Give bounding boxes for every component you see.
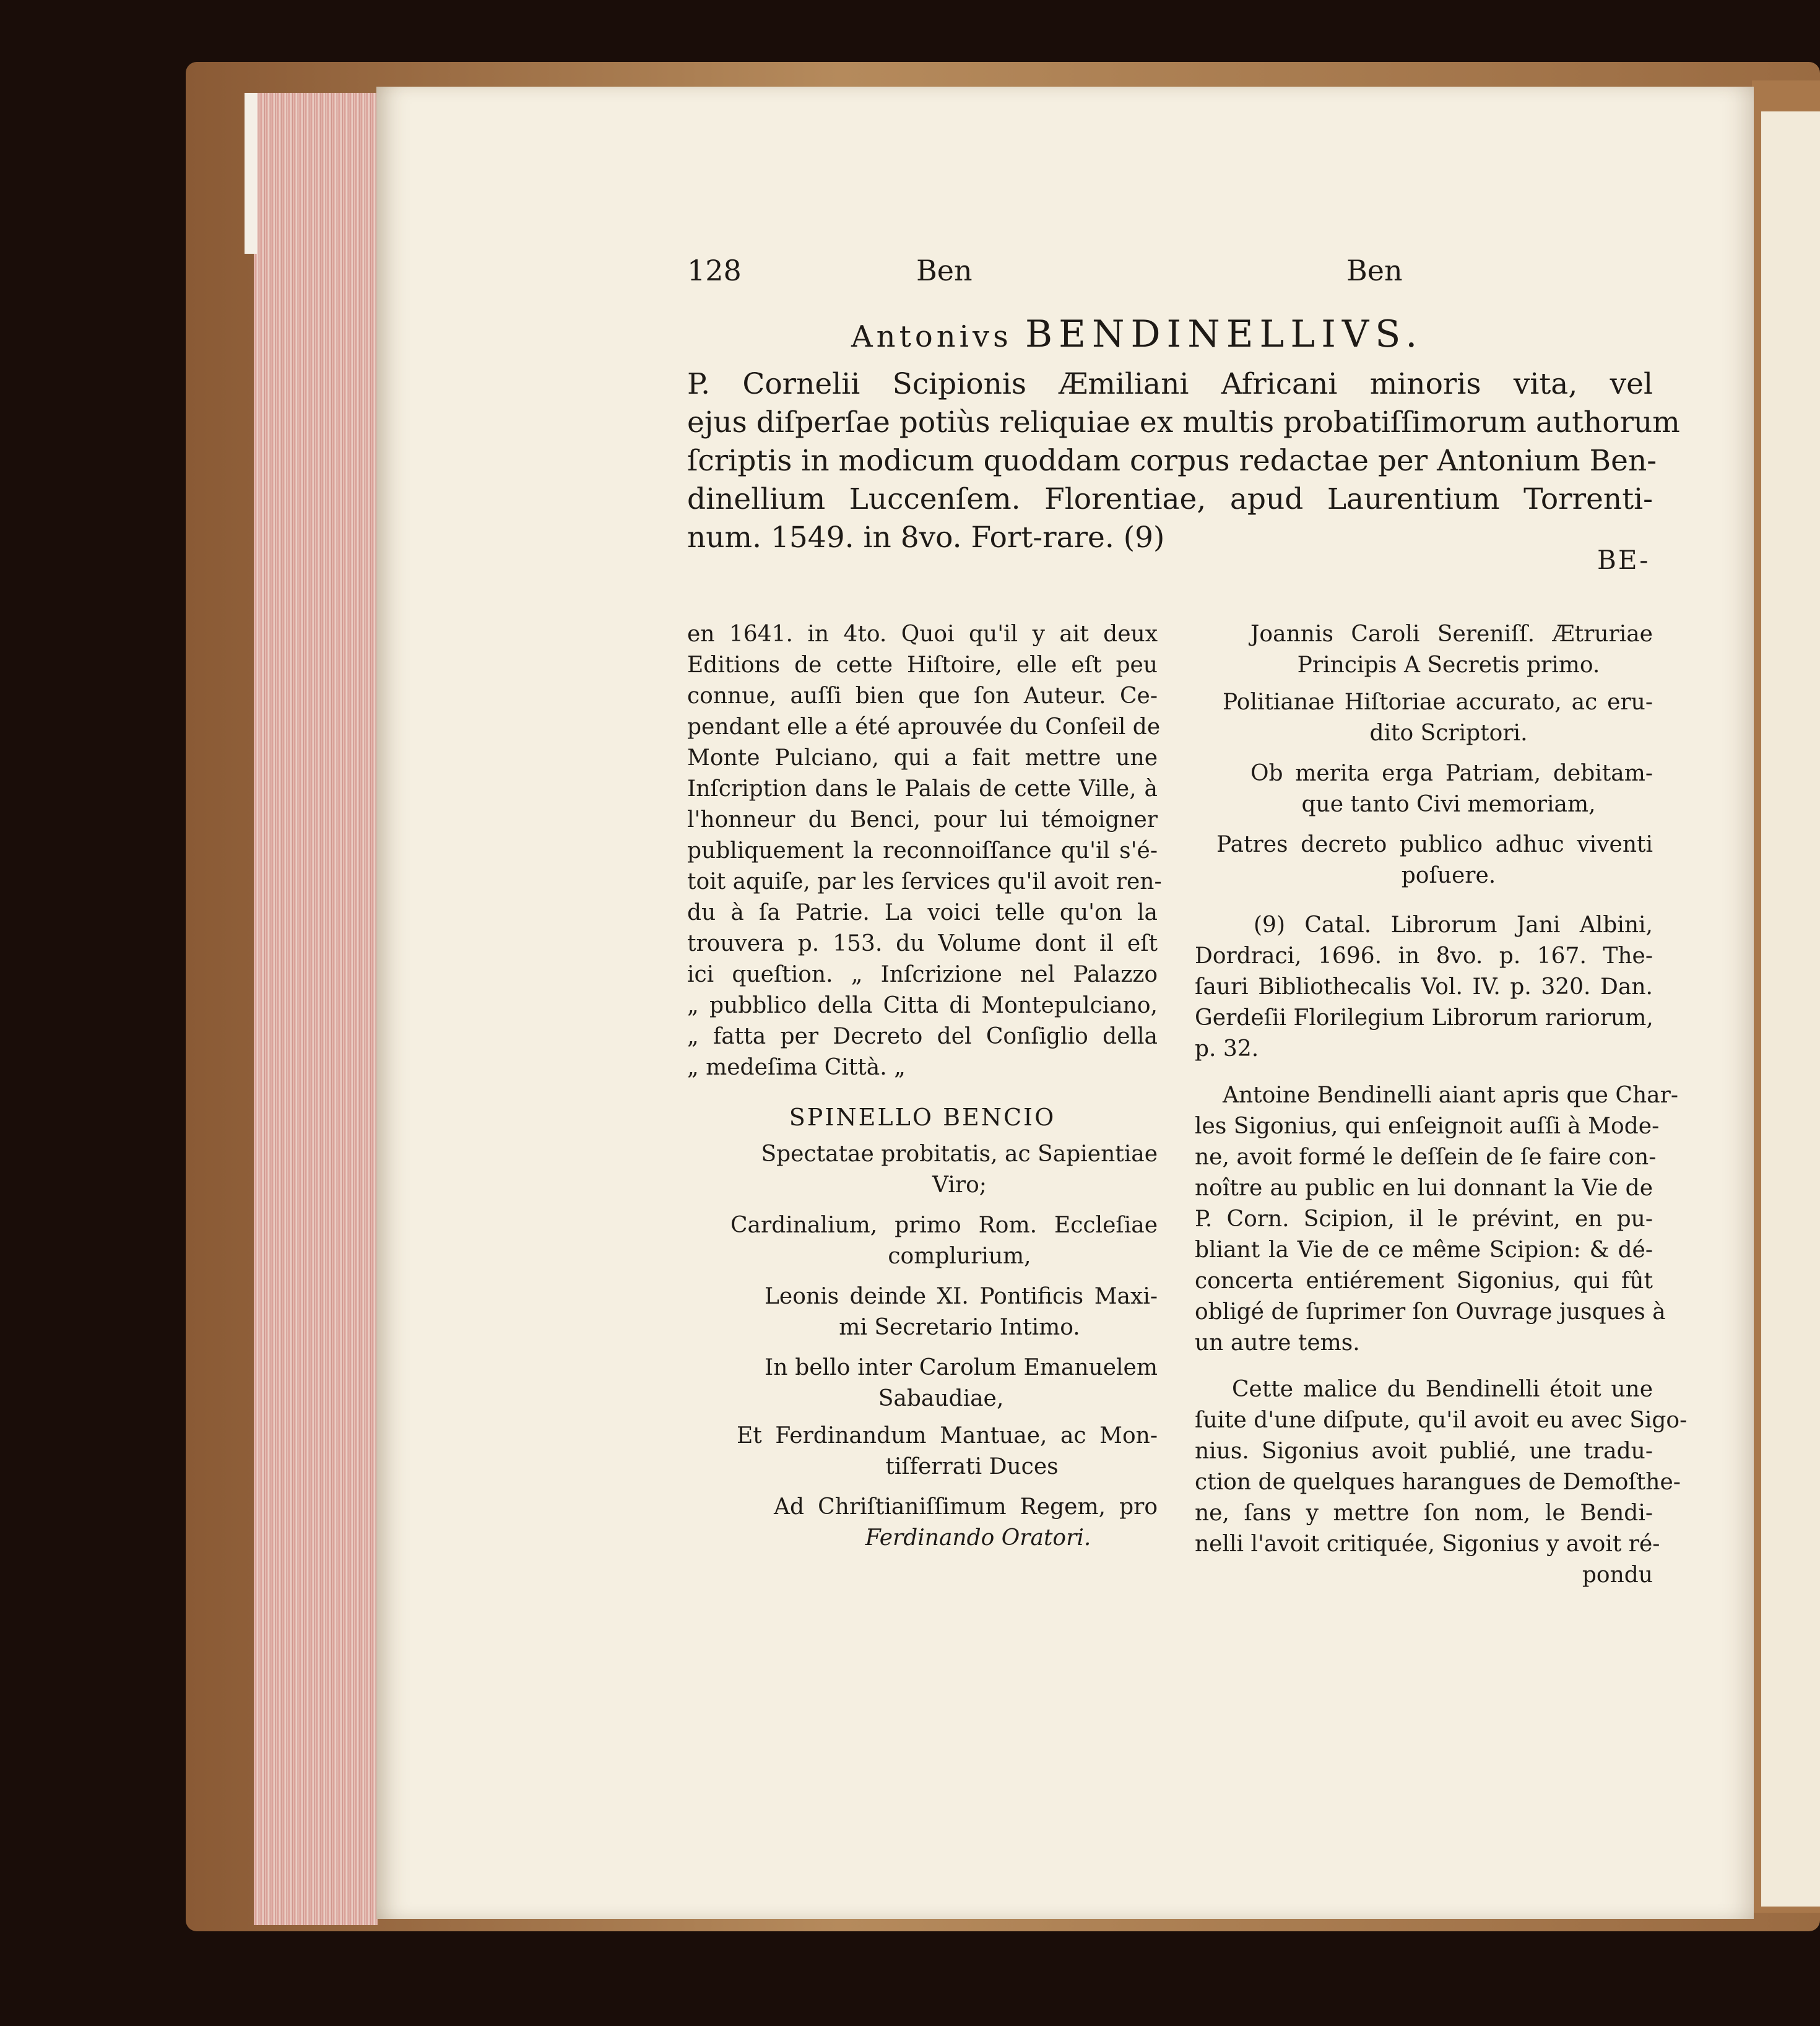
para2-line-6: bliant la Vie de ce même Scipion: & dé-	[1195, 1237, 1653, 1263]
entry-line-4: dinellium Luccenſem. Florentiae, apud Laurentium Torrenti-	[687, 482, 1653, 516]
entry-line-2: ejus diſperſae potiùs reliquiae ex multis probatiſſimorum authorum	[687, 405, 1680, 439]
catchword-main: BE-	[1597, 545, 1650, 575]
running-head-left: Ben	[916, 254, 973, 287]
page-number: 128	[687, 254, 742, 287]
note-line-5: p. 32.	[1195, 1036, 1259, 1062]
inscription-line-2: Viro;	[932, 1172, 987, 1198]
para2-line-8: obligé de ſuprimer ſon Ouvrage jusques à	[1195, 1299, 1666, 1325]
left-line-2: Editions de cette Hiſtoire, elle eſt peu	[687, 652, 1158, 678]
inscription-cont-7: Patres decreto publico adhuc viventi	[1216, 832, 1653, 857]
left-line-6: Inſcription dans le Palais de cette Ville, à	[687, 776, 1158, 802]
entry-author-heading	[851, 313, 1423, 356]
para2-line-1: Antoine Bendinelli aiant apris que Char-	[1223, 1083, 1678, 1108]
para3-line-4: ction de quelques harangues de Demoſthe-	[1195, 1470, 1681, 1495]
entry-line-3: ſcriptis in modicum quoddam corpus redactae per Antonium Ben-	[687, 444, 1657, 478]
left-line-11: trouvera p. 153. du Volume dont il eſt	[687, 931, 1158, 956]
left-line-15: „ medeſima Città. „	[687, 1055, 906, 1080]
para3-line-2: ſuite d'une diſpute, qu'il avoit eu avec Sigo-	[1195, 1408, 1688, 1433]
inscription-cont-4: dito Scriptori.	[1369, 721, 1528, 746]
inscription-line-10: tiſferrati Duces	[885, 1454, 1059, 1479]
left-line-7: l'honneur du Benci, pour lui témoigner	[687, 807, 1158, 833]
inscription-cont-5: Ob merita erga Patriam, debitam-	[1250, 761, 1653, 786]
left-line-3: connue, auſſi bien que ſon Auteur. Ce-	[687, 683, 1158, 709]
para2-line-4: noître au public en lui donnant la Vie de	[1195, 1175, 1653, 1201]
para2-line-7: concerta entiérement Sigonius, qui fût	[1195, 1268, 1653, 1294]
left-line-14: „ fatta per Decreto del Conſiglio della	[687, 1024, 1158, 1049]
para2-line-9: un autre tems.	[1195, 1330, 1360, 1356]
page-edge-highlight	[245, 93, 257, 254]
para3-line-5: ne, ſans y mettre ſon nom, le Bendi-	[1195, 1500, 1653, 1526]
para3-line-6: nelli l'avoit critiquée, Sigonius y avoit ré-	[1195, 1531, 1660, 1557]
note-line-3: ſauri Bibliothecalis Vol. IV. p. 320. Dan.	[1195, 974, 1653, 1000]
inscription-line-5: Leonis deinde XI. Pontificis Maxi-	[765, 1284, 1158, 1309]
inscription-cont-6: que tanto Civi memoriam,	[1301, 792, 1596, 817]
inscription-cont-8: poſuere.	[1401, 863, 1496, 888]
inscription-cont-1: Joannis Caroli Sereniſſ. Ætruriae	[1250, 621, 1653, 647]
left-line-5: Monte Pulciano, qui a fait mettre une	[687, 745, 1158, 771]
inscription-line-7: In bello inter Carolum Emanuelem	[765, 1355, 1158, 1380]
inscription-line-9: Et Ferdinandum Mantuae, ac Mon-	[737, 1423, 1158, 1448]
left-line-10: du à ſa Patrie. La voici telle qu'on la	[687, 900, 1158, 925]
left-line-4: pendant elle a été aprouvée du Conſeil de	[687, 714, 1161, 740]
entry-line-5: num. 1549. in 8vo. Fort-rare. (9)	[687, 521, 1165, 555]
inscription-line-4: complurium,	[888, 1244, 1031, 1269]
inscription-cont-2: Principis A Secretis primo.	[1297, 652, 1600, 678]
inscription-line-12: Ferdinando Oratori.	[865, 1525, 1091, 1551]
inscription-line-11: Ad Chriſtianiſſimum Regem, pro	[774, 1494, 1158, 1520]
author-prefix: Antonivs	[851, 319, 1012, 354]
facing-page-edge	[1761, 111, 1820, 1907]
catchword-right: pondu	[1582, 1562, 1653, 1588]
left-line-1: en 1641. in 4to. Quoi qu'il y ait deux	[687, 621, 1158, 647]
author-name: BENDINELLIVS.	[1025, 313, 1424, 356]
left-line-9: toit aquiſe, par les ſervices qu'il avoit ren-	[687, 869, 1162, 894]
inscription-line-6: mi Secretario Intimo.	[839, 1315, 1080, 1340]
para3-line-3: nius. Sigonius avoit publié, une tradu-	[1195, 1439, 1653, 1464]
left-line-12: ici queſtion. „ Inſcrizione nel Palazzo	[687, 962, 1158, 987]
inscription-cont-3: Politianae Hiſtoriae accurato, ac eru-	[1223, 690, 1653, 715]
para2-line-2: les Sigonius, qui enſeignoit auſſi à Mode-	[1195, 1114, 1660, 1139]
inscription-line-8: Sabaudiae,	[878, 1386, 1004, 1411]
para3-line-1: Cette malice du Bendinelli étoit une	[1232, 1377, 1653, 1402]
inscription-line-3: Cardinalium, primo Rom. Eccleſiae	[730, 1213, 1158, 1238]
page-edges	[254, 93, 378, 1925]
inscription-heading: SPINELLO BENCIO	[789, 1104, 1056, 1131]
note-line-2: Dordraci, 1696. in 8vo. p. 167. The-	[1195, 943, 1653, 969]
left-line-8: publiquement la reconnoiſſance qu'il s'é-	[687, 838, 1158, 864]
entry-line-1: P. Cornelii Scipionis Æmiliani Africani minoris vita, vel	[687, 367, 1653, 401]
running-head-right: Ben	[1346, 254, 1403, 287]
para2-line-3: ne, avoit formé le deſſein de ſe faire con-	[1195, 1145, 1657, 1170]
para2-line-5: P. Corn. Scipion, il le prévint, en pu-	[1195, 1206, 1653, 1232]
note-line-4: Gerdeſii Florilegium Librorum rariorum,	[1195, 1005, 1653, 1031]
note-line-1: (9) Catal. Librorum Jani Albini,	[1254, 912, 1653, 938]
left-line-13: „ pubblico della Citta di Montepulciano,	[687, 993, 1158, 1018]
inscription-line-1: Spectatae probitatis, ac Sapientiae	[761, 1141, 1158, 1167]
